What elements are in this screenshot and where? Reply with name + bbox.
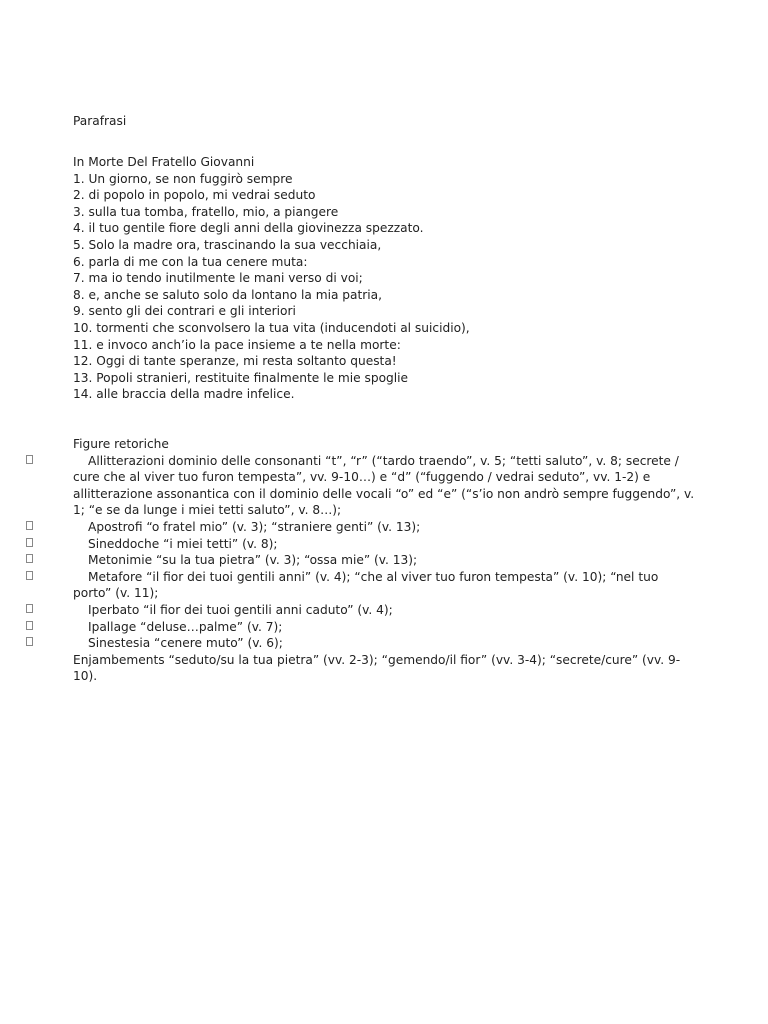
poem-line: 8. e, anche se saluto solo da lontano la mia patria, bbox=[73, 287, 383, 302]
figure-item bbox=[73, 619, 697, 636]
poem-line: 1. Un giorno, se non fuggirò sempre bbox=[73, 171, 293, 186]
bullet-icon bbox=[26, 637, 33, 646]
figure-item-alliteration bbox=[73, 453, 697, 519]
poem-line: 7. ma io tendo inutilmente le mani verso di voi; bbox=[73, 271, 363, 286]
bullet-icon bbox=[26, 571, 33, 580]
poem-line: 14. alle braccia della madre infelice. bbox=[73, 387, 295, 402]
bullet-icon bbox=[26, 621, 33, 630]
figure-item-text: Sineddoche “i miei tetti” (v. 8); bbox=[88, 536, 278, 551]
figure-item bbox=[73, 635, 697, 652]
figure-item-text: Ipallage “deluse…palme” (v. 7); bbox=[88, 619, 283, 634]
figure-item bbox=[73, 536, 697, 553]
figure-item-text: Sinestesia “cenere muto” (v. 6); bbox=[88, 636, 283, 651]
figure-item bbox=[73, 569, 697, 602]
figure-item-text: Allitterazioni dominio delle consonanti “t”, “r” (“tardo traendo”, v. 5; “tetti saluto”, v. 8; secrete / cure che al viver tuo furon tempesta”, vv. 9-10…) e “d” (“fuggendo / vedrai seduto”, vv. 1-2) e allitterazione assonantica con il dominio delle vocali “o” ed “e” (“s’io non andrò sempre fuggendo”, v. 1; “e se da lunge i miei tetti saluto”, v. 8…); bbox=[73, 453, 695, 518]
poem-section bbox=[73, 154, 723, 403]
figures-title: Figure retoriche bbox=[73, 437, 169, 451]
poem-line: 6. parla di me con la tua cenere muta: bbox=[73, 254, 308, 269]
figure-item-text: Apostrofi “o fratel mio” (v. 3); “straniere genti” (v. 13); bbox=[88, 519, 421, 534]
enjambements-text: Enjambements “seduto/su la tua pietra” (vv. 2-3); “gemendo/il fior” (vv. 3-4); “secrete/cure” (vv. 9-10). bbox=[73, 652, 681, 684]
poem-line: 10. tormenti che sconvolsero la tua vita (inducendoti al suicidio), bbox=[73, 320, 470, 335]
figure-item bbox=[73, 519, 697, 536]
figure-item-text: Metonimie “su la tua pietra” (v. 3); “ossa mie” (v. 13); bbox=[88, 553, 418, 568]
poem-line: 4. il tuo gentile fiore degli anni della giovinezza spezzato. bbox=[73, 221, 424, 236]
poem-line: 12. Oggi di tante speranze, mi resta soltanto questa! bbox=[73, 354, 397, 369]
poem-line: 9. sento gli dei contrari e gli interiori bbox=[73, 304, 296, 319]
bullet-icon bbox=[26, 455, 33, 464]
figures-section bbox=[73, 436, 697, 685]
bullet-icon bbox=[26, 521, 33, 530]
page-heading: Parafrasi bbox=[73, 114, 127, 128]
figure-item bbox=[73, 602, 697, 619]
bullet-icon bbox=[26, 554, 33, 563]
poem-line: 11. e invoco anch’io la pace insieme a te nella morte: bbox=[73, 337, 401, 352]
poem-line: 2. di popolo in popolo, mi vedrai seduto bbox=[73, 188, 316, 203]
poem-title: In Morte Del Fratello Giovanni bbox=[73, 155, 255, 169]
bullet-icon bbox=[26, 538, 33, 547]
figure-item-text: Iperbato “il fior dei tuoi gentili anni caduto” (v. 4); bbox=[88, 602, 393, 617]
poem-line: 3. sulla tua tomba, fratello, mio, a piangere bbox=[73, 204, 339, 219]
bullet-icon bbox=[26, 604, 33, 613]
figure-item bbox=[73, 552, 697, 569]
poem-line: 5. Solo la madre ora, trascinando la sua vecchiaia, bbox=[73, 237, 382, 252]
poem-line: 13. Popoli stranieri, restituite finalmente le mie spoglie bbox=[73, 370, 409, 385]
figure-item-text: Metafore “il fior dei tuoi gentili anni” (v. 4); “che al viver tuo furon tempesta” (v. 10); “nel tuo porto” (v. 11); bbox=[73, 569, 659, 601]
